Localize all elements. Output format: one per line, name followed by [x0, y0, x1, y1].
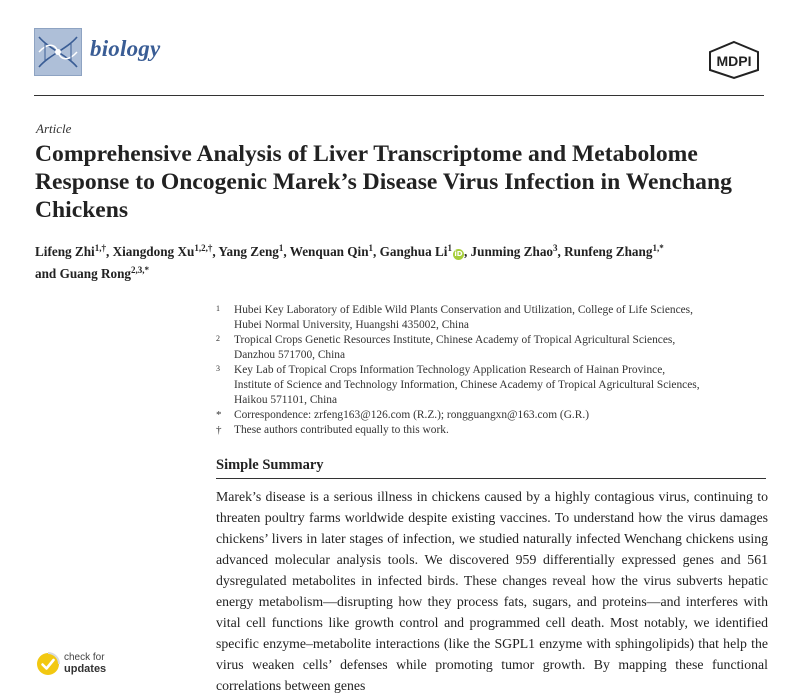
- equal-contribution-note: † These authors contributed equally to this work.: [216, 424, 449, 436]
- header-divider: [34, 95, 764, 96]
- summary-text: Marek’s disease is a serious illness in chickens caused by a highly contagious virus, continuing to threaten poultry farms worldwide despite existing vaccines. To understand how the virus damages chickens’ livers in later stages of infection, we studied naturally infected Wenchang chickens using advanced molecular analysis tools. We discovered 959 differentially expressed genes and 561 dysregulated metabolites in infected birds. These changes reveal how the virus subverts hepatic energy metabolism—disrupting how they process fats, sugars, and proteins—and interferes with vital cell functions like growth control and programmed cell death. Most notably, we identified specific enzyme–metabolite interactions (like the SGPL1 enzyme with sphingolipids) that help the virus weaken cells’ defenses while promoting tumor growth. By mapping these functional correlations between genes: [216, 489, 768, 693]
- check-for-updates-button[interactable]: [36, 650, 126, 680]
- journal-logo: [34, 28, 82, 76]
- correspondence-item: * Correspondence: zrfeng163@126.com (R.Z.); rongguangxn@163.com (G.R.): [216, 409, 590, 421]
- affiliations: [216, 303, 776, 438]
- author[interactable]: Ganghua Li$^1$iD: [379, 243, 463, 259]
- author[interactable]: Lifeng Zhi$^{1,\dagger}$: [35, 243, 106, 259]
- author-list: Lifeng Zhi$^{1,\dagger}$, Xiangdong $Xu^{1,2,\dagger}$, Yang Zeng$^1$, Wenquan Qin$^1$, Ganghua Li$^1$iD, Junming Zhao$^3$, Runfeng Zhang$^{1,*}$ and Guang Rong$^{2,3,*}$: [35, 243, 664, 281]
- author[interactable]: Yang Zeng$^1$: [218, 243, 284, 259]
- publisher-logo: [704, 40, 764, 80]
- article-title: Comprehensive Analysis of Liver Transcriptome and Metabolome Response to Oncogenic Marek’s Disease Virus Infection in Wenchang Chickens: [35, 141, 732, 223]
- article-type: Article: [36, 121, 72, 136]
- author[interactable]: Xiangdong $Xu^{1,2,\dagger}$: [112, 243, 213, 259]
- journal-name: biology: [90, 36, 161, 61]
- affiliation-item: 2 Tropical Crops Genetic Resources Institute, Chinese Academy of Tropical Agricultural Sciences, Danzhou 571700, China: [216, 334, 676, 361]
- summary-heading: Simple Summary: [216, 457, 324, 473]
- author[interactable]: Runfeng Zhang$^{1,*}$: [564, 243, 664, 259]
- author[interactable]: Junming Zhao$^3$: [470, 243, 558, 259]
- affiliation-item: 1 Hubei Key Laboratory of Edible Wild Plants Conservation and Utilization, College of Life Sciences, Hubei Normal University, Huangshi 435002, China: [216, 304, 693, 331]
- dna-icon: [35, 29, 81, 75]
- authors-conjunction: and: [35, 266, 57, 281]
- summary-divider: [216, 478, 766, 479]
- author[interactable]: Wenquan Qin$^1$: [289, 243, 374, 259]
- check-updates-icon: [36, 652, 60, 676]
- check-updates-label: check for: [64, 652, 105, 663]
- affiliation-item: 3 Key Lab of Tropical Crops Information Technology Application Research of Hainan Province, Institute of Science and Technology Information, Chinese Academy of Tropical Agricultural Sciences, Haikou 571101, China: [216, 364, 700, 406]
- publisher-name: MDPI: [716, 53, 752, 69]
- author[interactable]: Guang Rong$^{2,3,*}$: [59, 265, 150, 281]
- orcid-icon[interactable]: iD: [454, 250, 463, 258]
- check-updates-label-bold: updates: [64, 663, 107, 675]
